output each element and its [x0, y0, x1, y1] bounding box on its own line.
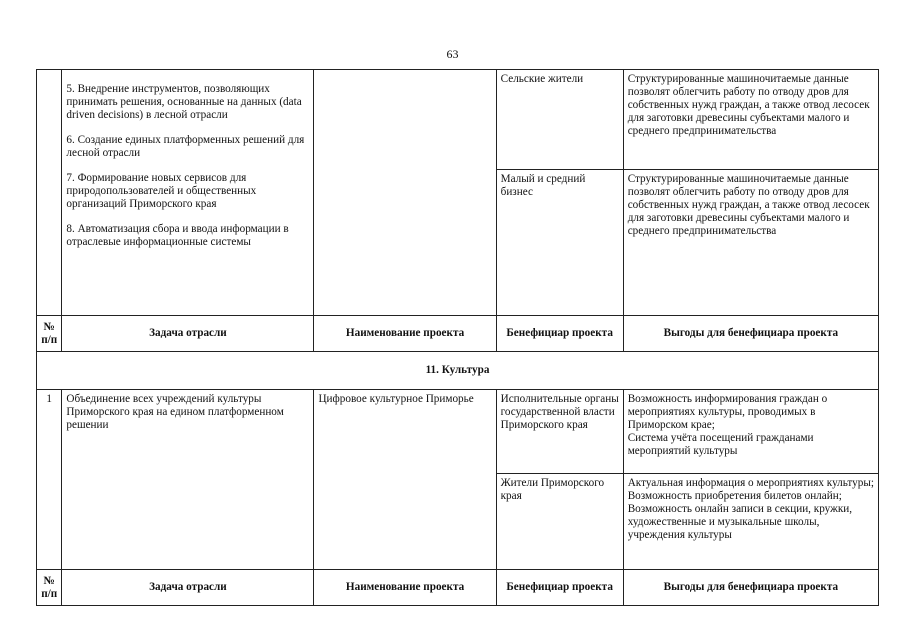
benefit-cell: Актуальная информация о мероприятиях культуры; Возможность приобретения билетов онлайн; Возможность онлайн записи в секции, кружки, художественные и музыкальные школы, учреждения культуры	[623, 474, 878, 570]
table-row	[37, 70, 879, 170]
task-item: 6. Создание единых платформенных решений для лесной отрасли	[66, 134, 305, 159]
header-benefits: Выгоды для бенефициара проекта	[623, 316, 878, 352]
project-cell: Цифровое культурное Приморье	[314, 390, 496, 570]
section-row	[37, 352, 879, 390]
header-task: Задача отрасли	[62, 316, 314, 352]
benefit-cell: Структурированные машиночитаемые данные позволят облегчить работу по отводу дров для собственных нужд граждан, а также отвод лесосек для заготовки древесины субъектами малого и среднего предпринимательства	[623, 70, 878, 170]
header-project: Наименование проекта	[314, 316, 496, 352]
document-table	[36, 69, 879, 606]
beneficiary-cell: Сельские жители	[496, 70, 623, 170]
task-cell: Объединение всех учреждений культуры Приморского края на едином платформенном решении	[62, 390, 314, 570]
beneficiary-cell: Жители Приморского края	[496, 474, 623, 570]
benefit-cell: Структурированные машиночитаемые данные позволят облегчить работу по отводу дров для собственных нужд граждан, а также отвод лесосек для заготовки древесины субъектами малого и среднего предпринимательства	[623, 170, 878, 316]
header-beneficiary: Бенефициар проекта	[496, 316, 623, 352]
section-title: 11. Культура	[37, 352, 879, 390]
benefit-cell: Возможность информирования граждан о мероприятиях культуры, проводимых в Приморском крае; Система учёта посещений гражданами мероприятий культуры	[623, 390, 878, 474]
num-cell: 1	[37, 390, 62, 570]
task-item: 8. Автоматизация сбора и ввода информации в отраслевые информационные системы	[66, 223, 289, 248]
header-beneficiary: Бенефициар проекта	[496, 570, 623, 606]
num-cell	[37, 70, 62, 316]
page-number: 63	[446, 47, 459, 61]
header-benefits: Выгоды для бенефициара проекта	[623, 570, 878, 606]
beneficiary-cell: Малый и средний бизнес	[496, 170, 623, 316]
table-header-row	[37, 570, 879, 606]
task-cell	[62, 70, 314, 316]
table-header-row	[37, 316, 879, 352]
header-num: № п/п	[37, 316, 62, 352]
header-project: Наименование проекта	[314, 570, 496, 606]
project-cell	[314, 70, 496, 316]
task-item: 7. Формирование новых сервисов для природопользователей и общественных организаций Приморского края	[66, 172, 257, 210]
beneficiary-cell: Исполнительные органы государственной власти Приморского края	[496, 390, 623, 474]
table-row	[37, 390, 879, 474]
header-task: Задача отрасли	[62, 570, 314, 606]
header-num: № п/п	[37, 570, 62, 606]
task-item: 5. Внедрение инструментов, позволяющих принимать решения, основанные на данных (data driven decisions) в лесной отрасли	[66, 83, 302, 121]
